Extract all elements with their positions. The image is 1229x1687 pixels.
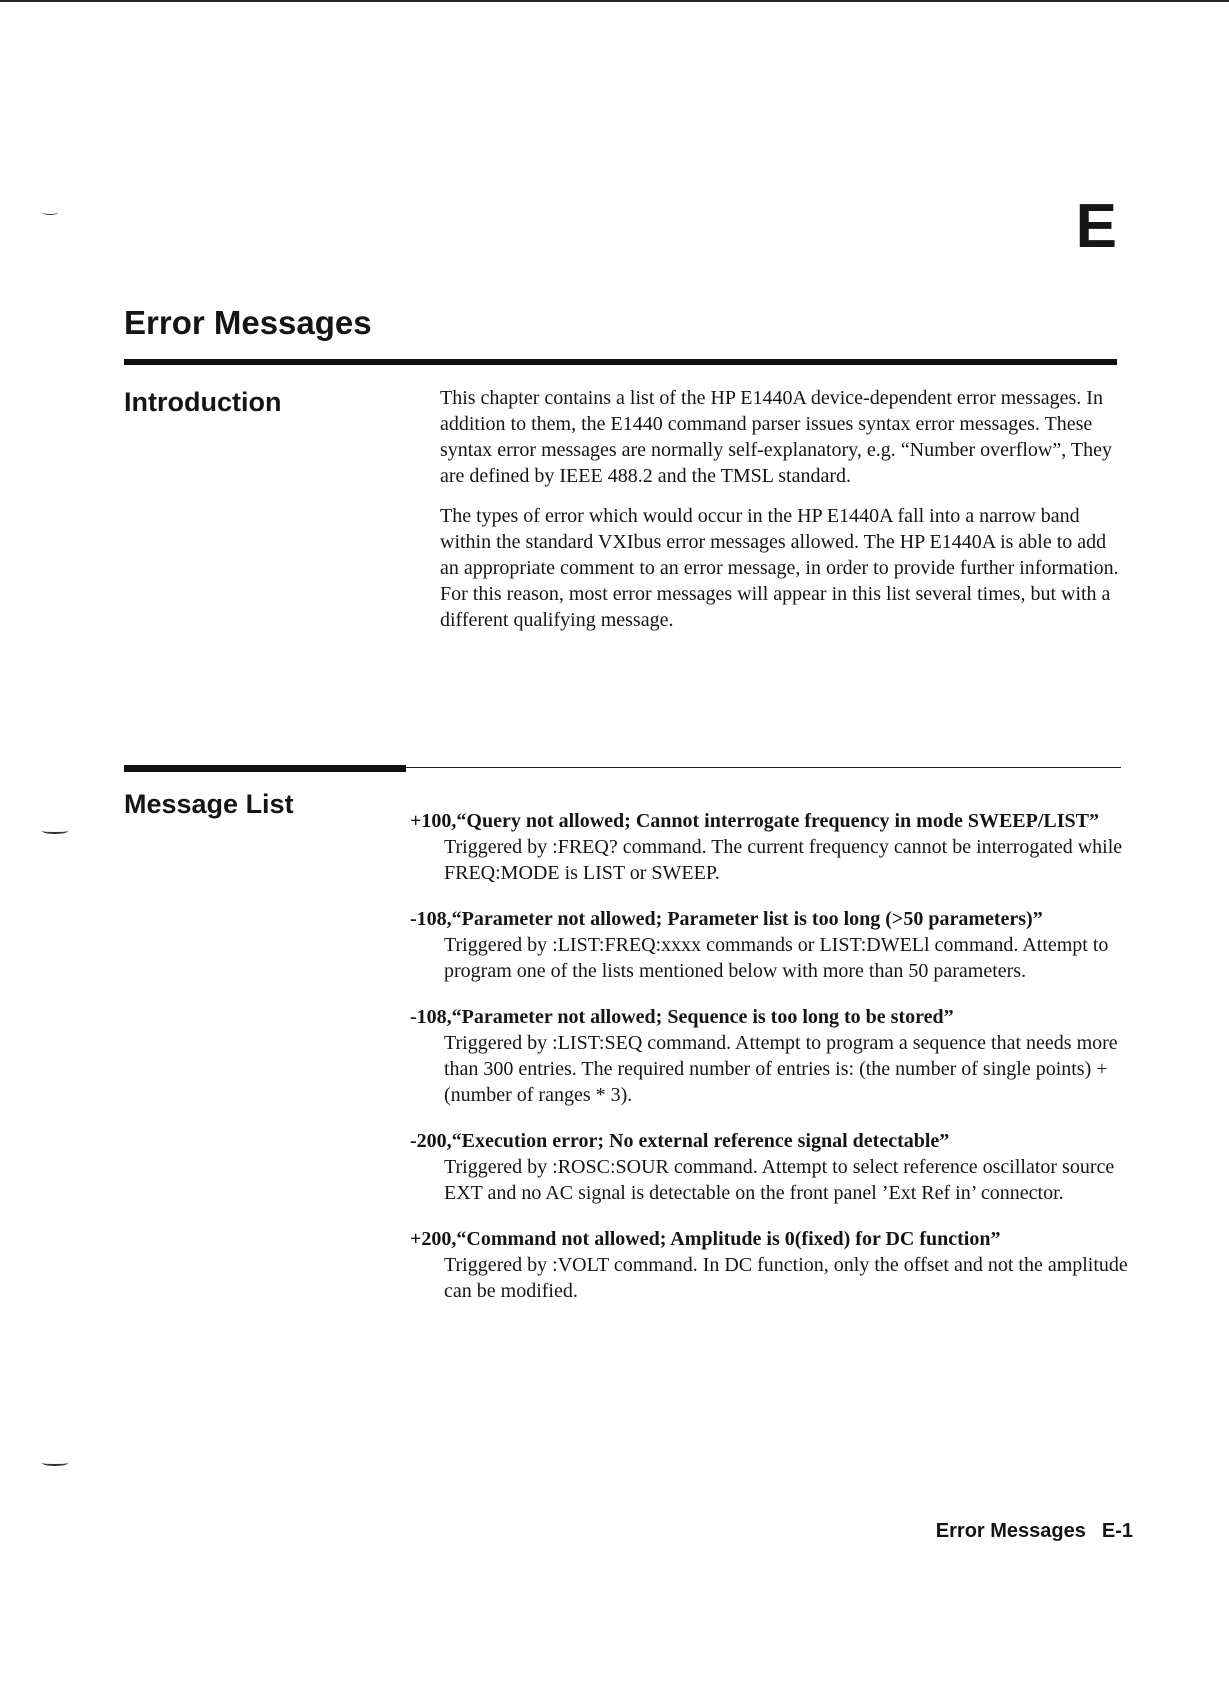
binding-mark <box>42 210 58 215</box>
error-message-title: +200,“Command not allowed; Amplitude is 0(fixed) for DC function” <box>410 1228 1001 1250</box>
section-rule-thick <box>124 765 406 772</box>
error-message-description: Triggered by :LIST:FREQ:xxxx commands or LIST:DWELl command. Attempt to program one of the lists mentioned below with more than 50 parameters. <box>444 934 1109 982</box>
top-rule <box>0 0 1229 2</box>
error-message-description: Triggered by :VOLT command. In DC function, only the offset and not the amplitude can be modified. <box>444 1254 1128 1302</box>
chapter-letter: E <box>1075 192 1117 261</box>
page-number: E-1 <box>1101 1520 1133 1542</box>
chapter-rule <box>124 359 1117 365</box>
section-rule-thin <box>406 767 1121 768</box>
binding-mark <box>42 1460 68 1466</box>
error-message-title: -108,“Parameter not allowed; Sequence is too long to be stored” <box>410 1006 954 1028</box>
page-footer <box>936 1521 1133 1541</box>
footer-section-name: Error Messages <box>935 1520 1086 1542</box>
introduction-body <box>440 385 1130 647</box>
error-message <box>410 1004 1130 1108</box>
introduction-paragraph: This chapter contains a list of the HP E1440A device-dependent error messages. In addition to them, the E1440 command parser issues syntax error messages. These syntax error messages are normally self-explanatory, e.g. “Number overflow”, They are defined by IEEE 488.2 and the TMSL standard. <box>440 387 1112 487</box>
error-message-title: +100,“Query not allowed; Cannot interrogate frequency in mode SWEEP/LIST” <box>410 810 1100 832</box>
error-message <box>410 808 1130 886</box>
error-message-title: -200,“Execution error; No external reference signal detectable” <box>410 1130 950 1152</box>
error-message-description: Triggered by :FREQ? command. The current frequency cannot be interrogated while FREQ:MODE is LIST or SWEEP. <box>444 836 1123 884</box>
error-message-description: Triggered by :ROSC:SOUR command. Attempt to select reference oscillator source EXT and no AC signal is detectable on the front panel ’Ext Ref in’ connector. <box>444 1156 1115 1204</box>
error-message <box>410 1226 1130 1304</box>
introduction-paragraph: The types of error which would occur in the HP E1440A fall into a narrow band within the standard VXIbus error messages allowed. The HP E1440A is able to add an appropriate comment to an error message, in order to provide further information. For this reason, most error messages will appear in this list several times, but with a different qualifying message. <box>440 505 1119 631</box>
binding-mark <box>42 828 68 834</box>
error-message <box>410 906 1130 984</box>
introduction-heading: Introduction <box>124 387 282 417</box>
message-list <box>410 808 1130 1324</box>
message-list-heading: Message List <box>124 789 294 819</box>
chapter-title: Error Messages <box>124 304 372 341</box>
error-message-title: -108,“Parameter not allowed; Parameter list is too long (>50 parameters)” <box>410 908 1043 930</box>
error-message <box>410 1128 1130 1206</box>
error-message-description: Triggered by :LIST:SEQ command. Attempt to program a sequence that needs more than 300 entries. The required number of entries is: (the number of single points) + (number of ranges * 3). <box>444 1032 1118 1106</box>
